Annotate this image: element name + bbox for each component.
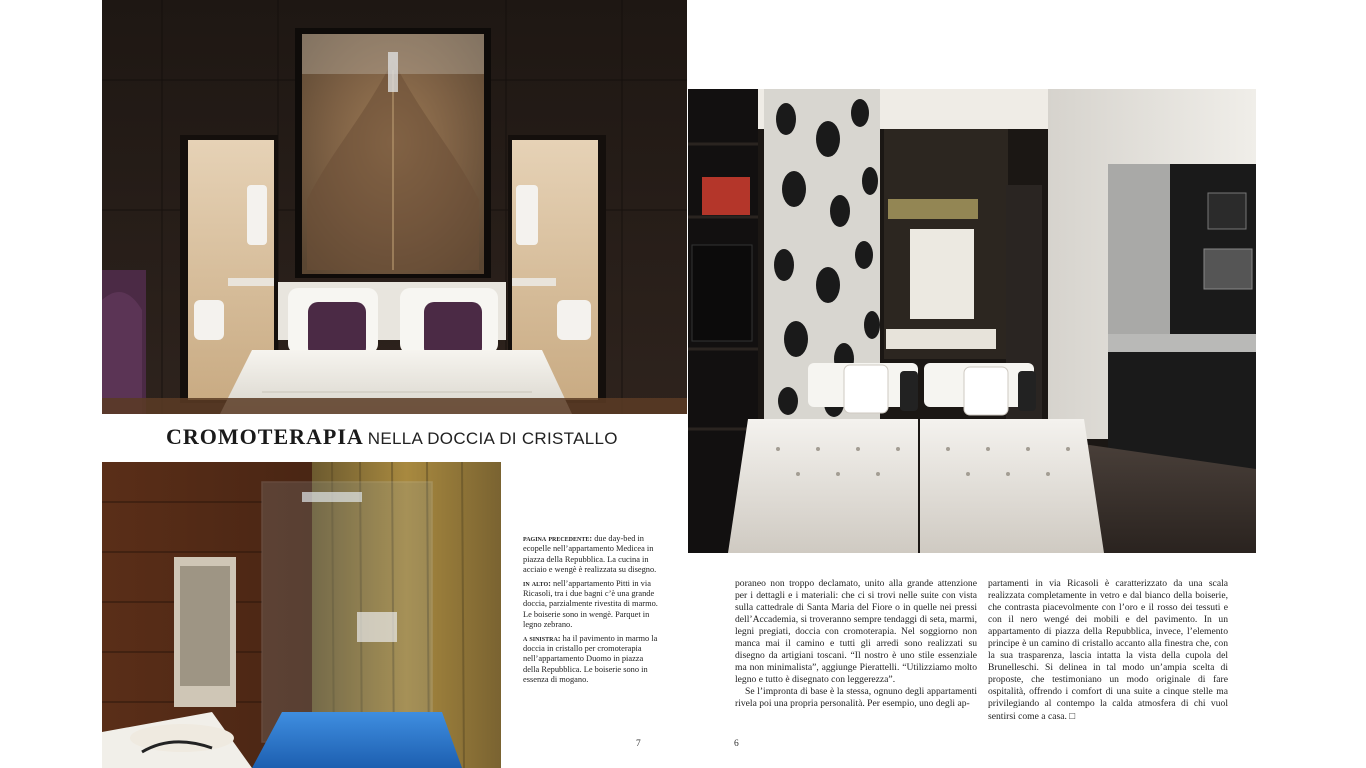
body-paragraph: partamenti in via Ricasoli è caratterizzato da una scala realizzata completamente in vetro e dal bianco della boiserie, che contrasta piacevolmente con l’oro e il rosso dei tessuti e con il nero wengé dei mobili e del pavimento. In un appartamento di piazza della Repubblica, invece, l’elemento principe è un camino di cristallo accanto alla finestra che, con la sua trasparenza, lascia intatta la vista della cupola del Brunelleschi. Si delinea in tal modo un’ampia scelta di proposte, che testimoniano un modo originale di fare ospitalità, offrendo i comfort di una suite a cinque stelle ma privilegiando al contempo la calda atmosfera di chi vuol sentirsi come a casa. □	[988, 578, 1228, 722]
headline-light: NELLA DOCCIA DI CRISTALLO	[367, 429, 618, 448]
caption-lead: pagina precedente:	[523, 534, 593, 543]
caption-text: due day-bed in ecopelle nell’appartamento Medicea in piazza della Repubblica. La cucina in acciaio e wengè è realizzata su disegno.	[523, 534, 657, 575]
caption-top	[523, 579, 658, 631]
caption-lead: a sinistra:	[523, 633, 561, 643]
caption-lead: in alto:	[523, 578, 551, 588]
shower-illustration	[102, 462, 501, 768]
body-column-2	[988, 578, 1228, 723]
caption-text: nell’appartamento Pitti in via Ricasoli, tra i due bagni c’è una grande doccia, parzialmente rivestita di marmo. Le boiserie sono in wengè. Parquet in legno zebrano.	[523, 578, 658, 630]
photo-captions	[523, 534, 658, 689]
living-illustration	[688, 89, 1256, 553]
page-number-left: 7	[636, 739, 641, 749]
caption-text: ha il pavimento in marmo la doccia in cristallo per cromoterapia nell’appartamento Duomo in piazza della Repubblica. Le boiserie sono in essenza di mogano.	[523, 633, 658, 685]
body-paragraph: Se l’impronta di base è la stessa, ognuno degli appartamenti rivela poi una propria personalità. Per esempio, uno degli ap-	[735, 686, 977, 710]
headline-bold: CROMOTERAPIA	[166, 424, 364, 449]
bedroom-illustration	[102, 0, 687, 414]
body-paragraph: poraneo non troppo declamato, unito alla grande attenzione per i dettagli e i materiali: che ci si trovi nelle suite con vista sulla cattedrale di Santa Maria del Fiore o in quelle nei pressi dell’Accademia, si troveranno sempre tendaggi di seta, marmi, legni pregiati, doccia con cromoterapia. Nel soggiorno non manca mai il camino e tutti gli arredi sono realizzati su disegno da artigiani toscani. “Il nostro è uno stile essenziale ma non minimalista”, aggiunge Pierattelli. “Utilizziamo molto legno e tutto è disegnato con leggerezza”.	[735, 578, 977, 686]
page-number-right: 6	[734, 739, 739, 749]
caption-left	[523, 634, 658, 686]
article-headline	[166, 424, 686, 450]
photo-bedroom-suite	[102, 0, 687, 414]
body-column-1	[735, 578, 977, 711]
caption-previous-page	[523, 534, 658, 576]
photo-glass-shower	[102, 462, 501, 768]
photo-living-room	[688, 89, 1256, 553]
